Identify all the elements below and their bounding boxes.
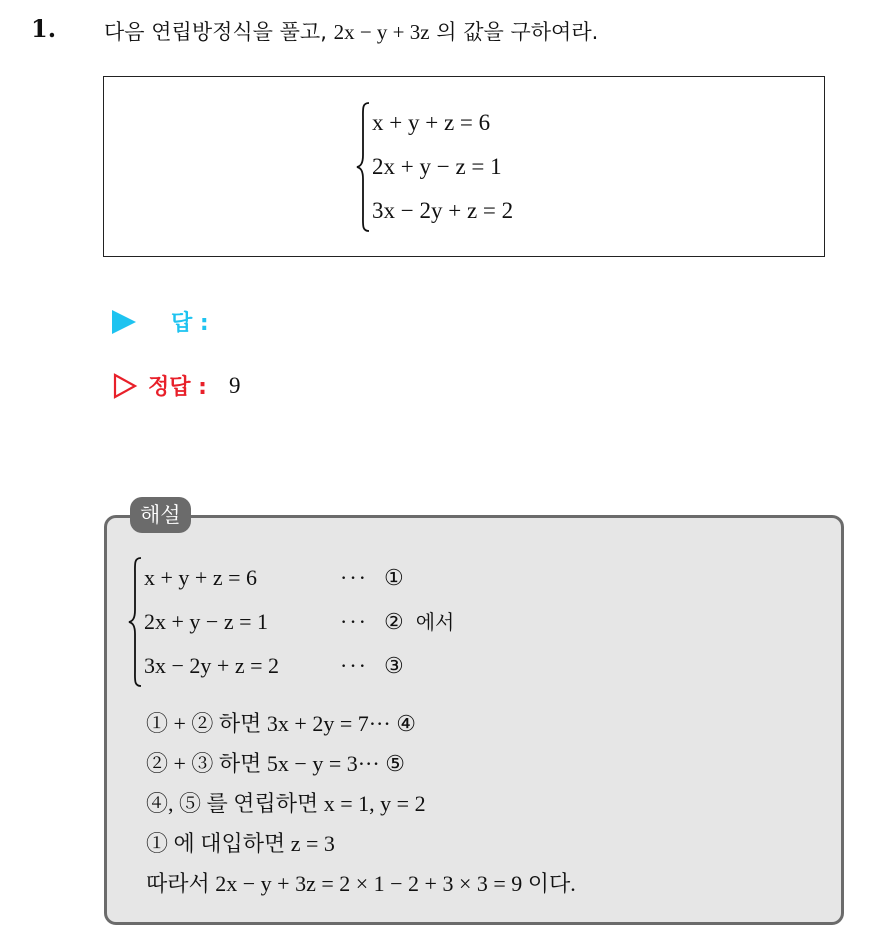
correct-answer-label: 정답 : [148, 375, 207, 400]
answer-row [112, 306, 209, 337]
question-expression: 2x − y + 3z [333, 20, 430, 44]
play-icon [112, 310, 136, 334]
brace-icon [356, 101, 370, 233]
correct-answer-value: 9 [228, 372, 241, 398]
answer-label: 답 : [171, 311, 209, 336]
circled-number: ② [384, 609, 404, 634]
solution-steps [146, 704, 576, 904]
problem-number: 1. [31, 14, 57, 43]
solution-step: 따라서 2x − y + 3z = 2 × 1 − 2 + 3 × 3 = 9 이다. [146, 871, 576, 896]
question-suffix: 의 값을 구하여라. [429, 20, 599, 44]
equation-3: 3x − 2y + z = 2 [372, 198, 514, 223]
solution-step: ④, ⑤ 를 연립하면 x = 1, y = 2 [146, 791, 426, 816]
solution-step: ① 에 대입하면 z = 3 [146, 831, 335, 856]
outline-triangle-icon [112, 373, 138, 399]
solution-equation-1: x + y + z = 6 ··· ① [144, 556, 454, 600]
solution-suffix: 에서 [415, 610, 455, 634]
solution-step: ① + ② 하면 3x + 2y = 7··· ④ [146, 711, 416, 736]
brace-icon [128, 556, 142, 688]
solution-tag: 해설 [130, 497, 191, 533]
equation-2: 2x + y − z = 1 [372, 154, 502, 179]
circled-number: ① [384, 565, 404, 590]
solution-system [128, 556, 454, 688]
correct-answer-row [112, 370, 240, 401]
solution-step: ② + ③ 하면 5x − y = 3··· ⑤ [146, 751, 405, 776]
solution-equation-3: 3x − 2y + z = 2 ··· ③ [144, 644, 454, 688]
solution-equation-2: 2x + y − z = 1 ··· ② 에서 [144, 600, 454, 644]
equation-box [103, 76, 825, 257]
equation-1: x + y + z = 6 [372, 110, 491, 135]
question-text [104, 16, 598, 46]
circled-number: ③ [384, 653, 404, 678]
question-prefix: 다음 연립방정식을 풀고, [104, 20, 334, 44]
equation-system [356, 101, 513, 233]
